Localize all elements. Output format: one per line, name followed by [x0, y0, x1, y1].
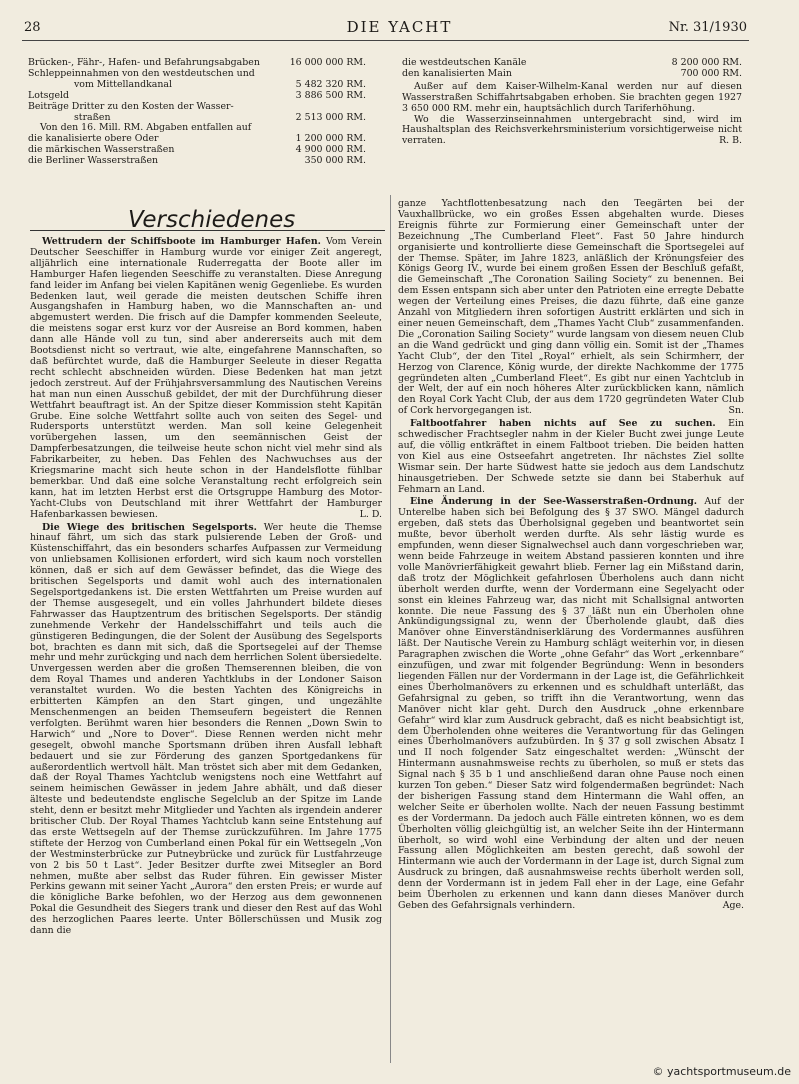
table-label: Beiträge Dritter zu den Kosten der Wasser- — [28, 100, 234, 112]
article-heading: Faltbootfahrer haben nichts auf See zu suchen. — [410, 418, 716, 430]
column-divider — [390, 195, 391, 1063]
article-heading: Eine Änderung in der See-Wasserstraßen-Ordnung. — [410, 496, 698, 508]
article — [398, 497, 744, 911]
top-left-table — [28, 58, 366, 167]
table-value — [268, 102, 366, 113]
article — [398, 199, 744, 417]
article-signature: Age. — [722, 900, 744, 911]
top-right-paragraph: Außer auf dem Kaiser-Wilhelm-Kanal werden nur auf diesen Wasserstraßen Schiffahrtsabgaben erhoben. Sie brachten gegen 1927 3 650 000 RM. mehr ein, hauptsächlich durch Tariferhöhung. — [402, 80, 742, 114]
article-text: ganze Yachtflottenbesatzung nach den Teegärten bei der Vauxhallbrücke, wo ein großes Essen abgehalten wurde. Dieses Ereignis führte zur Formierung einer Gemeinschaft unter der Bezeichnung „The Cumberland Fleet“. Fast 50 Jahre hindurch organisierte und kontrollierte diese Gemeinschaft die Sportsegelei auf der Themse. Später, im Jahre 1823, anläßlich der Krönungsfeier des Königs Georg IV., wurde bei einem großen Essen der Beschluß gefaßt, die Gemeinschaft „The Coronation Sailing Society“ zu benennen. Bei dem Essen entspann sich aber unter den Patrioten eine erregte Debatte wegen der Verteilung eines Preises, die dazu führte, daß eine ganze Anzahl von Mitgliedern ihren sofortigen Austritt erklärten und sich in einer neuen Gemeinschaft, dem „Thames Yacht Club“ zusammenfanden. Die „Coronation Sailing Society“ wurde langsam von diesem neuen Club an die Wand gedrückt und ging dann völlig ein. Somit ist der „Thames Yacht Club“, der den Titel „Royal“ erhielt, als sein Schirmherr, der Herzog von Clarence, König wurde, der direkte Nachkomme der 1775 gegründeten alten „Cumberland Fleet“. Es gibt nur einen Yachtclub in der Welt, der auf ein noch höheres Alter zurückblicken kann, nämlich den Royal Cork Yacht Club, der aus dem 1720 gegründeten Water Club of Cork hervorgegangen ist. — [398, 199, 744, 417]
table-row — [28, 91, 366, 102]
table-label: die Berliner Wasserstraßen — [28, 155, 159, 167]
table-value: 4 900 000 RM. — [295, 144, 366, 156]
top-right-table — [402, 58, 742, 80]
table-value: 3 886 500 RM. — [295, 89, 366, 101]
section-title: Verschiedenes — [128, 207, 296, 233]
table-label: Schleppeinnahmen von den westdeutschen und — [28, 67, 255, 79]
table-label: Lotsgeld — [28, 89, 69, 101]
table-value: 1 200 000 RM. — [295, 133, 366, 145]
table-label: Von den 16. Mill. RM. Abgaben entfallen auf — [40, 122, 252, 134]
table-label: die westdeutschen Kanäle — [402, 57, 527, 68]
table-label: straßen — [74, 111, 111, 123]
article-text: Wer heute die Themse hinauf fährt, um sich das stark pulsierende Leben der Groß- und Küstenschiffahrt, das ein besonders scharfes Aufpassen zur Vermeidung von unliebsamen Kollisionen erfordert, wird sich kaum noch vorstellen können, daß er sich auf dem Gewässer befindet, das die Wiege des britischen Segelsports und damit wohl auch des internationalen Segelsportgedankens ist. Die ersten Wettfahrten um Preise wurden auf der Themse ausgesegelt, und ein volles Jahrhundert bildete dieses Fahrwasser das Hauptzentrum des britischen Segelsports. Der ständig zunehmende Verkehr der Handelsschiffahrt und teils auch die günstigeren Bedingungen, die der Solent der Ausübung des Segelsports bot, brachten es dann mit sich, daß die Sportsegelei auf der Themse mehr und mehr zurückging und nach dem herrlichen Solent übersiedelte. Unvergessen werden aber die großen Themserennen bleiben, die von dem Royal Thames und anderen Yachtklubs in der Londoner Saison veranstaltet wurden. Wo die besten Yachten des Königreichs in erbitterten Kämpfen an den Start gingen, und ungezählte Menschenmengen an beiden Themseufern begeistert die Rennen verfolgten. Berühmt waren hier besonders die Rennen „Down Swin to Harwich“ und „Nore to Dover“. Diese Rennen werden nicht mehr gesegelt, obwohl manche Sportsmann drüben ihren Ausfall lebhaft bedauert und sie zur Förderung des ganzen Sportgedankens für außerordentlich wertvoll hält. Man tröstet sich aber mit dem Gedanken, daß der Royal Thames Yachtclub wenigstens noch eine Wettfahrt auf seinem heimischen Gewässer in jedem Jahre abhält, und daß dieser älteste und bedeutendste englische Segelclub an der Spitze im Lande steht, denn er besitzt mehr Mitglieder und Yachten als irgendein anderer britischer Club. Der Royal Thames Yachtclub kann seine Entstehung auf das erste Wettsegeln auf der Themse zurückzuführen. Im Jahre 1775 stiftete der Herzog von Cumberland einen Pokal für ein Wettsegeln „Von der Westminsterbrücke zur Putneybrücke und zurück für Lustfahrzeuge von 2 bis 50 t Last“. Jeder Besitzer durfte zwei Mitsegler an Bord nehmen, mußte aber selbst das Ruder führen. Ein gewisser Mister Perkins gewann mit seiner Yacht „Aurora“ den ersten Preis; er wurde auf die königliche Barke befohlen, wo der Herzog aus dem gewonnenen Pokal die Gesundheit des Siegers trank und dieser den Rest auf das Wohl des herzoglichen Paares leerte. Unter Böllerschüssen und Musik zog dann die — [30, 521, 382, 937]
header-rule — [22, 40, 749, 41]
article-text: Vom Verein Deutscher Seeschiffer in Hamburg wurde vor einiger Zeit angeregt, alljährlich eine internationale Ruderregatta der Boote aller im Hamburger Hafen liegenden Seeschiffe zu veranstalten. Diese Anregung fand leider im Anfang bei vielen Kapitänen wenig Gegenliebe. Es wurden Bedenken laut, weil gerade die meisten deutschen Schiffe ihren Ausgangshafen in Hamburg haben, wo die Mannschaften an- und abgemustert werden. Die frisch auf die Dampfer kommenden Seeleute, die meistens sogar erst kurz vor der Ausreise an Bord kommen, haben dann alle Hände voll zu tun, sind aber andererseits auch mit dem Bootsdienst nicht so vertraut, wie alte, eingefahrene Mannschaften, so daß befürchtet wurde, daß die Hamburger Seeleute in dieser Regatta recht schlecht abschneiden würden. Diese Bedenken hat man jetzt jedoch zerstreut. Auf der Frühjahrsversammlung des Nautischen Vereins hat man nun einen Ausschuß gebildet, der mit der Durchführung dieser Wettfahrt beauftragt ist. An der Spitze dieser Kommission steht Kapitän Grube. Eine solche Wettfahrt sollte auch von seiten des Segel- und Rudersports unterstützt werden. Man soll keine Gelegenheit vorübergehen lassen, um den seemännischen Geist der Dampferbesatzungen, die teilweise heute schon nicht viel mehr sind als Fabrikarbeiter, zu heben. Das Fehlen des Nachwuchses aus der Kriegsmarine macht sich heute schon in der Handelsflotte fühlbar bemerkbar. Und daß eine solche Veranstaltung recht erfolgreich sein kann, hat im letzten Herbst erst die Ortsgruppe Hamburg des Motor-Yacht-Clubs von Deutschland mit ihrer Wettfahrt der Hamburger Hafenbarkassen bewiesen. — [30, 237, 382, 520]
table-label: Brücken-, Fähr-, Hafen- und Befahrungsabgaben — [28, 57, 260, 68]
page-number: 28 — [24, 20, 41, 35]
issue-number: Nr. 31/1930 — [668, 20, 747, 35]
table-value: 5 482 320 RM. — [295, 78, 366, 90]
article — [30, 237, 382, 521]
table-value: 2 513 000 RM. — [295, 111, 366, 123]
table-label: vom Mittellandkanal — [74, 78, 173, 90]
table-label: die märkischen Wasserstraßen — [28, 144, 175, 156]
table-label: den kanalisierten Main — [402, 67, 512, 79]
article — [398, 419, 744, 495]
section-title-rule — [30, 230, 385, 231]
article-heading: Die Wiege des britischen Segelsports. — [42, 521, 257, 533]
table-value: 8 200 000 RM. — [671, 57, 742, 68]
article-heading: Wettrudern der Schiffsboote im Hamburger Hafen. — [42, 237, 321, 247]
journal-title: DIE YACHT — [346, 18, 453, 36]
right-column — [398, 199, 744, 1067]
table-value: 350 000 RM. — [304, 155, 366, 167]
article — [30, 523, 382, 937]
article-text: Auf der Unterelbe haben sich bei Befolgung des § 37 SWO. Mängel dadurch ergeben, daß stets das Überholsignal gegeben und beantwortet sein mußte, bevor überholt werden durfte. Als sehr lästig wurde es empfunden, wenn dieser Signalwechsel auch dann vorgeschrieben war, wenn beide Fahrzeuge in weitem Abstand passieren konnten und ihre volle Manövrierfähigkeit gewahrt blieb. Ferner lag ein Mißstand darin, daß trotz der Möglichkeit gefahrlosen Überholens auch dann nicht überholt werden durfte, wenn der Vordermann eine Segelyacht oder sonst ein kleines Fahrzeug war, das nicht mit Schallsignal antworten konnte. Die neue Fassung des § 37 läßt nun ein Überholen ohne Ankündigungssignal zu, wenn der Überholende glaubt, daß dies Manöver ohne Einverständniserklärung des Vordermannes ausführen läßt. Der Nautische Verein zu Hamburg schlägt weiterhin vor, in diesen Paragraphen zwischen die Worte „ohne Gefahr“ das Wort „erkennbare“ einzufügen, und zwar mit folgender Begründung: Wenn in besonders liegenden Fällen nur der Vordermann in der Lage ist, die Gefährlichkeit eines Überholmanövers zu erkennen und es schuldhaft unterläßt, das Gefahrsignal zu geben, so trifft ihn die Verantwortung, wenn das Manöver nicht klar geht. Durch den Ausdruck „ohne erkennbare Gefahr“ wird klar zum Ausdruck gebracht, daß es nicht beabsichtigt ist, dem Überholenden ohne weiteres die Verantwortung für das Gelingen eines Überholmanövers aufzubürden. In § 37 g soll zwischen Absatz I und II noch folgender Satz eingeschaltet werden: „Wünscht der Hintermann ausnahmsweise rechts zu überholen, so muß er stets das Signal nach § 35 b 1 und anschließend daran ohne Pause noch einen kurzen Ton geben.“ Dieser Satz wird folgendermaßen begründet: Nach der bisherigen Fassung stand dem Hintermann die Wahl offen, an welcher Seite er überholen wollte. Nach der neuen Fassung bestimmt es der Vordermann. Da jedoch auch Fälle eintreten können, wo es dem Überholten völlig gleichgültig ist, an welcher Seite ihn der Hintermann überholt, so wird wohl eine Verbindung der alten und der neuen Fassung allen Möglichkeiten am besten gerecht, daß sowohl der Hintermann wie auch der Vordermann in der Lage ist, durch Signal zum Ausdruck zu bringen, daß ausnahmsweise rechts überholt werden soll, denn der Vordermann ist in jedem Fall eher in der Lage, eine Gefahr beim Überholen zu erkennen und kann dann dieses Manöver durch Geben des Gefahrsignals verhindern. — [398, 496, 744, 911]
table-row — [402, 69, 742, 80]
watermark: © yachtsportmuseum.de — [652, 1065, 791, 1078]
article-text: Ein schwedischer Frachtsegler nahm in der Kieler Bucht zwei junge Leute auf, die völlig entkräftet in einem Faltboot trieben. Die beiden hatten von Kiel aus eine Ostseefahrt angetreten. Ihr nächstes Ziel sollte Wismar sein. Der harte Südwest hatte sie jedoch aus dem Landschutz hinausgetrieben. Der Schwede setzte sie dann bei Staberhuk auf Fehmarn an Land. — [398, 418, 744, 495]
table-value: 700 000 RM. — [680, 67, 742, 79]
signature: R. B. — [719, 135, 742, 147]
top-right-block — [402, 58, 742, 147]
article-signature: Sn. — [728, 405, 744, 417]
left-column — [30, 237, 382, 1067]
table-row — [28, 102, 366, 113]
table-value: 16 000 000 RM. — [289, 57, 366, 68]
table-label: die kanalisierte obere Oder — [28, 133, 159, 145]
table-row — [28, 156, 366, 167]
article-signature: L. D. — [359, 508, 382, 520]
top-right-paragraph: Wo die Wasserzinseinnahmen untergebracht sind, wird im Haushaltsplan des Reichsverkehrsministerium vorsichtigerweise nicht verraten. R. B. — [402, 113, 742, 147]
